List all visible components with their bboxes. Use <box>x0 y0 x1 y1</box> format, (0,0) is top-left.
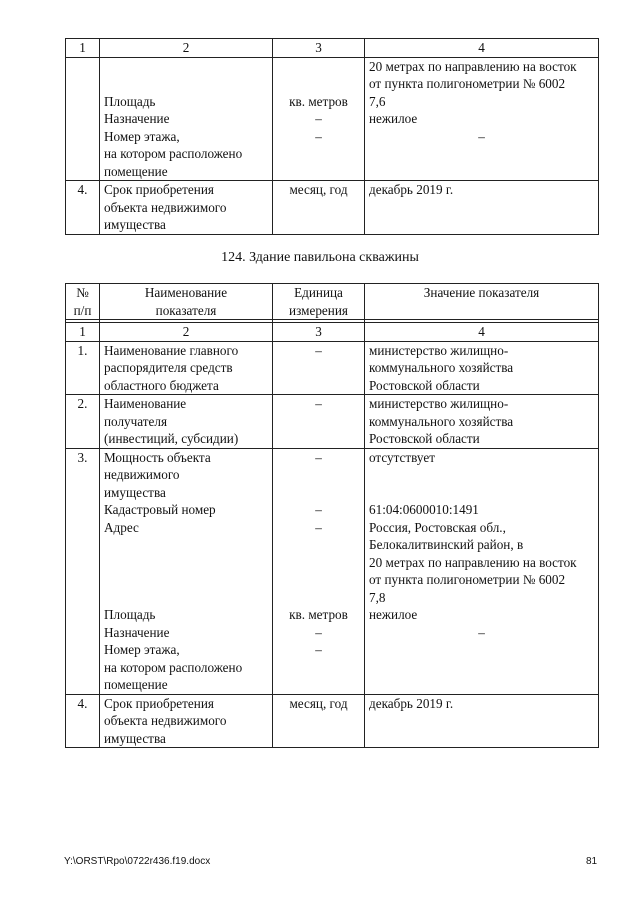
section-title: 124. Здание павильона скважины <box>221 250 419 265</box>
name-cell <box>100 341 273 395</box>
value-line: Белокалитвинский район, в <box>369 537 524 552</box>
name-line: Назначение <box>104 624 170 640</box>
table-row <box>66 57 599 181</box>
name-line: объекта недвижимого <box>104 713 227 728</box>
unit-line: – <box>315 519 322 535</box>
unit-cell: – <box>273 395 365 449</box>
value-line: коммунального хозяйства <box>369 413 514 429</box>
row-number: 4. <box>66 694 100 748</box>
name-line: на котором расположено <box>104 146 243 161</box>
unit-line: кв. метров <box>289 607 348 622</box>
name-line: объекта недвижимого <box>104 199 227 215</box>
header-line: измерения <box>289 302 348 318</box>
row-number: 1. <box>66 341 100 395</box>
name-line: имущества <box>104 217 166 232</box>
value-cell <box>365 57 599 181</box>
name-line: областного бюджета <box>104 377 219 393</box>
value-line: 7,8 <box>369 589 386 605</box>
name-line: Номер этажа, <box>104 642 180 657</box>
value-line: отсутствует <box>369 449 435 465</box>
column-number-row <box>66 39 599 58</box>
name-line: распорядителя средств <box>104 360 233 375</box>
name-line: помещение <box>104 163 168 179</box>
header-line: № <box>76 285 89 300</box>
continued-table <box>65 38 599 235</box>
unit-line: кв. метров <box>289 93 348 109</box>
name-cell <box>100 57 273 181</box>
column-number-row <box>66 323 599 342</box>
name-line: Мощность объекта <box>104 449 211 465</box>
value-dash: – <box>478 128 485 144</box>
col-number-4: 4 <box>365 39 599 58</box>
unit-cell <box>273 448 365 694</box>
name-line: на котором расположено <box>104 659 243 675</box>
header-line: Значение показателя <box>423 285 540 300</box>
unit-line: – <box>315 642 322 657</box>
value-line: 61:04:0600010:1491 <box>369 502 479 517</box>
header-row <box>66 284 599 320</box>
indicator-table <box>65 283 599 748</box>
value-cell: декабрь 2019 г. <box>365 181 599 235</box>
value-cell <box>365 448 599 694</box>
unit-line: – <box>315 624 322 640</box>
unit-cell: месяц, год <box>273 181 365 235</box>
name-line: помещение <box>104 677 168 692</box>
name-line: Назначение <box>104 111 170 126</box>
value-line: Ростовской области <box>369 431 480 446</box>
table-row <box>66 694 599 748</box>
value-line: от пункта полигонометрии № 6002 <box>369 76 566 91</box>
value-dash: – <box>478 624 485 640</box>
unit-line: – <box>315 111 322 126</box>
name-line: получателя <box>104 413 168 429</box>
unit-cell <box>273 57 365 181</box>
name-cell <box>100 694 273 748</box>
header-line: показателя <box>155 302 217 318</box>
table-row <box>66 341 599 395</box>
row-number: 4. <box>66 181 100 235</box>
value-cell <box>365 395 599 449</box>
name-line: имущества <box>104 484 166 500</box>
value-line: коммунального хозяйства <box>369 360 514 375</box>
name-line: Наименование <box>104 396 187 411</box>
name-line: Срок приобретения <box>104 182 214 197</box>
header-line: Единица <box>294 285 343 300</box>
row-number: 2. <box>66 395 100 449</box>
value-line: Россия, Ростовская обл., <box>369 519 506 535</box>
value-cell <box>365 341 599 395</box>
header-num <box>66 284 100 320</box>
unit-line: – <box>315 128 322 144</box>
name-line: имущества <box>104 730 166 746</box>
header-name <box>100 284 273 320</box>
col-number-3: 3 <box>273 323 365 342</box>
value-line: 20 метрах по направлению на восток <box>369 554 577 570</box>
col-number-2: 2 <box>100 39 273 58</box>
name-cell <box>100 395 273 449</box>
table-row <box>66 448 599 694</box>
row-number: 3. <box>66 448 100 694</box>
table-row <box>66 395 599 449</box>
name-line: Кадастровый номер <box>104 502 216 517</box>
name-line: Адрес <box>104 519 139 535</box>
name-cell <box>100 181 273 235</box>
name-cell <box>100 448 273 694</box>
table-row <box>66 181 599 235</box>
value-line: министерство жилищно- <box>369 396 509 411</box>
footer-file-path: Y:\ORST\Rpo\0722r436.f19.docx <box>64 856 211 867</box>
col-number-2: 2 <box>100 323 273 342</box>
page-number: 81 <box>586 856 598 867</box>
unit-line: – <box>315 449 322 465</box>
col-number-3: 3 <box>273 39 365 58</box>
unit-cell: – <box>273 341 365 395</box>
value-line: нежилое <box>369 111 418 126</box>
value-line: 7,6 <box>369 93 386 109</box>
header-line: Наименование <box>144 285 228 300</box>
col-number-1: 1 <box>66 323 100 342</box>
row-number-cell <box>66 57 100 181</box>
name-line: (инвестиций, субсидии) <box>104 431 239 446</box>
col-number-1: 1 <box>66 39 100 58</box>
value-line: Ростовской области <box>369 377 480 393</box>
name-line: Номер этажа, <box>104 128 180 144</box>
name-line: недвижимого <box>104 467 180 482</box>
name-line: Срок приобретения <box>104 695 214 711</box>
value-line: министерство жилищно- <box>369 342 509 358</box>
unit-line: – <box>315 502 322 517</box>
header-unit <box>273 284 365 320</box>
name-line: Площадь <box>104 607 156 622</box>
value-cell: декабрь 2019 г. <box>365 694 599 748</box>
value-line: 20 метрах по направлению на восток <box>369 58 577 74</box>
header-value <box>365 284 599 320</box>
col-number-4: 4 <box>365 323 599 342</box>
name-line: Площадь <box>104 93 156 109</box>
name-line: Наименование главного <box>104 342 239 358</box>
unit-cell: месяц, год <box>273 694 365 748</box>
value-line: нежилое <box>369 607 418 622</box>
header-line: п/п <box>73 302 92 318</box>
value-line: от пункта полигонометрии № 6002 <box>369 572 566 587</box>
